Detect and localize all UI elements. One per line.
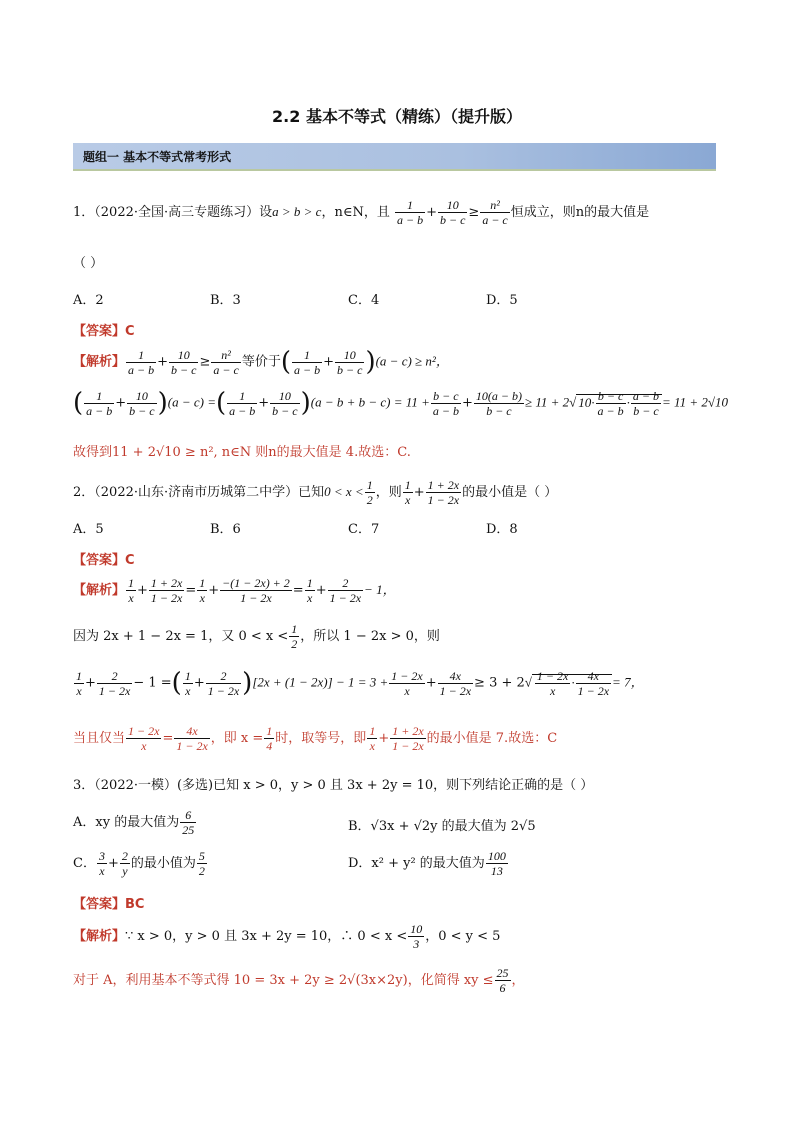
q2-option-d: D．8 bbox=[486, 522, 518, 537]
q1-solution-line1: 【解析】 $\frac{1}{a - b}$ + $\frac{10}{b - c}$ ≥ $\frac{\text{n²}}{a - c}$ 等价于( $\frac{1}{a - b}$ + $\frac{10}{b - c}$ )(a − c) ≥ n²， bbox=[73, 347, 449, 377]
section-label: 题组一 基本不等式常考形式 bbox=[83, 150, 232, 164]
q1-option-c: C．4 bbox=[348, 293, 380, 308]
page-title: 2.2 基本不等式（精练）（提升版） bbox=[272, 107, 522, 126]
q1-option-a: A．2 bbox=[73, 293, 104, 308]
q2-answer: 【答案】C bbox=[73, 553, 135, 568]
question-3: 3．（2022·一模）(多选)已知 x > 0，y > 0 且 3x + 2y = 10，则下列结论正确的是（ ） bbox=[73, 778, 594, 793]
q3-option-d: D．x² + y² 的最大值为 $\frac{100}{13}$ bbox=[348, 849, 506, 878]
q2-option-b: B．6 bbox=[210, 522, 241, 537]
q3-answer: 【答案】BC bbox=[73, 897, 145, 912]
q2-option-c: C．7 bbox=[348, 522, 380, 537]
q3-option-c: C． $\frac{3}{x}$ + $\frac{2}{y}$ 的最小值为 $\frac{5}{2}$ bbox=[73, 849, 205, 878]
question-1: 1．（2022·全国·高三专题练习）设a > b > c，n∈N，且 $\frac{1}{a - b}$ + $\frac{10}{b - c}$ ≥ $\frac{\text{n²}}{a - c}$ 恒成立，则n的最大值是 bbox=[73, 198, 650, 227]
q2-solution-line1: 【解析】 $\frac{1}{x}$ + $\frac{1 + 2x}{1 - 2x}$ = $\frac{1}{x}$ + $\frac{-(1 - 2x) + 2}{1 - 2x}$ = $\frac{1}{x}$ + $\frac{2}{1 - 2x}$ − 1， bbox=[73, 576, 396, 605]
q1-answer: 【答案】C bbox=[73, 324, 135, 339]
q3-solution-line1: 【解析】∵ x > 0，y > 0 且 3x + 2y = 10，∴ 0 < x < $\frac{10}{3}$ ，0 < y < 5 bbox=[73, 922, 501, 951]
q2-option-a: A．5 bbox=[73, 522, 104, 537]
q3-option-b: B．√3x + √2y 的最大值为 2√5 bbox=[348, 819, 536, 834]
q1-solution-line3: 故得到11 + 2√10 ≥ n², n∈N 则n的最大值是 4.故选：C. bbox=[73, 445, 411, 460]
q1-option-b: B．3 bbox=[210, 293, 241, 308]
q3-solution-line2: 对于 A，利用基本不等式得 10 = 3x + 2y ≥ 2√(3x×2y)，化简得 xy ≤ $\frac{25}{6}$ ， bbox=[73, 966, 525, 995]
q3-option-a: A．xy 的最大值为 $\frac{6}{25}$ bbox=[73, 808, 195, 837]
q1-solution-line2: ( $\frac{1}{a - b}$ + $\frac{10}{b - c}$ )(a − c) =( $\frac{1}{a - b}$ + $\frac{10}{b - c}$ )(a − b + b − c) = 11 + $\frac{b - c}{a - b}$ + $\frac{10(a - b)}{b - c}$ ≥ 11 + 2√ 10· $\frac{b - c}{a - b}$ · $\frac{a - b}{b - c}$ = 11 + 2√10 bbox=[73, 388, 728, 419]
q2-solution-line3: $\frac{1}{x}$ + $\frac{2}{1 - 2x}$ − 1 =( $\frac{1}{x}$ + $\frac{2}{1 - 2x}$ )[2x + (1 − 2x)] − 1 = 3 + $\frac{1 - 2x}{x}$ + $\frac{4x}{1 - 2x}$ ≥ 3 + 2√ $\frac{1 - 2x}{x}$ · $\frac{4x}{1 - 2x}$ = 7， bbox=[76, 668, 644, 699]
q2-solution-line2: 因为 2x + 1 − 2x = 1，又 0 < x < $\frac{1}{2}$ ，所以 1 − 2x > 0，则 bbox=[73, 622, 440, 651]
q1-option-d: D．5 bbox=[486, 293, 518, 308]
section-banner bbox=[73, 143, 716, 171]
question-2: 2．（2022·山东·济南市历城第二中学）已知0 < x < $\frac{1}{2}$ ，则 $\frac{1}{x}$ + $\frac{1 + 2x}{1 - 2x}$ 的最小值是（ ） bbox=[73, 478, 558, 507]
question-1-paren: （ ） bbox=[73, 256, 104, 271]
q2-solution-line4: 当且仅当 $\frac{1 - 2x}{x}$ = $\frac{4x}{1 - 2x}$ ，即 x = $\frac{1}{4}$ 时，取等号，即 $\frac{1}{x}$ + $\frac{1 + 2x}{1 - 2x}$ 的最小值是 7.故选：C bbox=[73, 724, 558, 753]
